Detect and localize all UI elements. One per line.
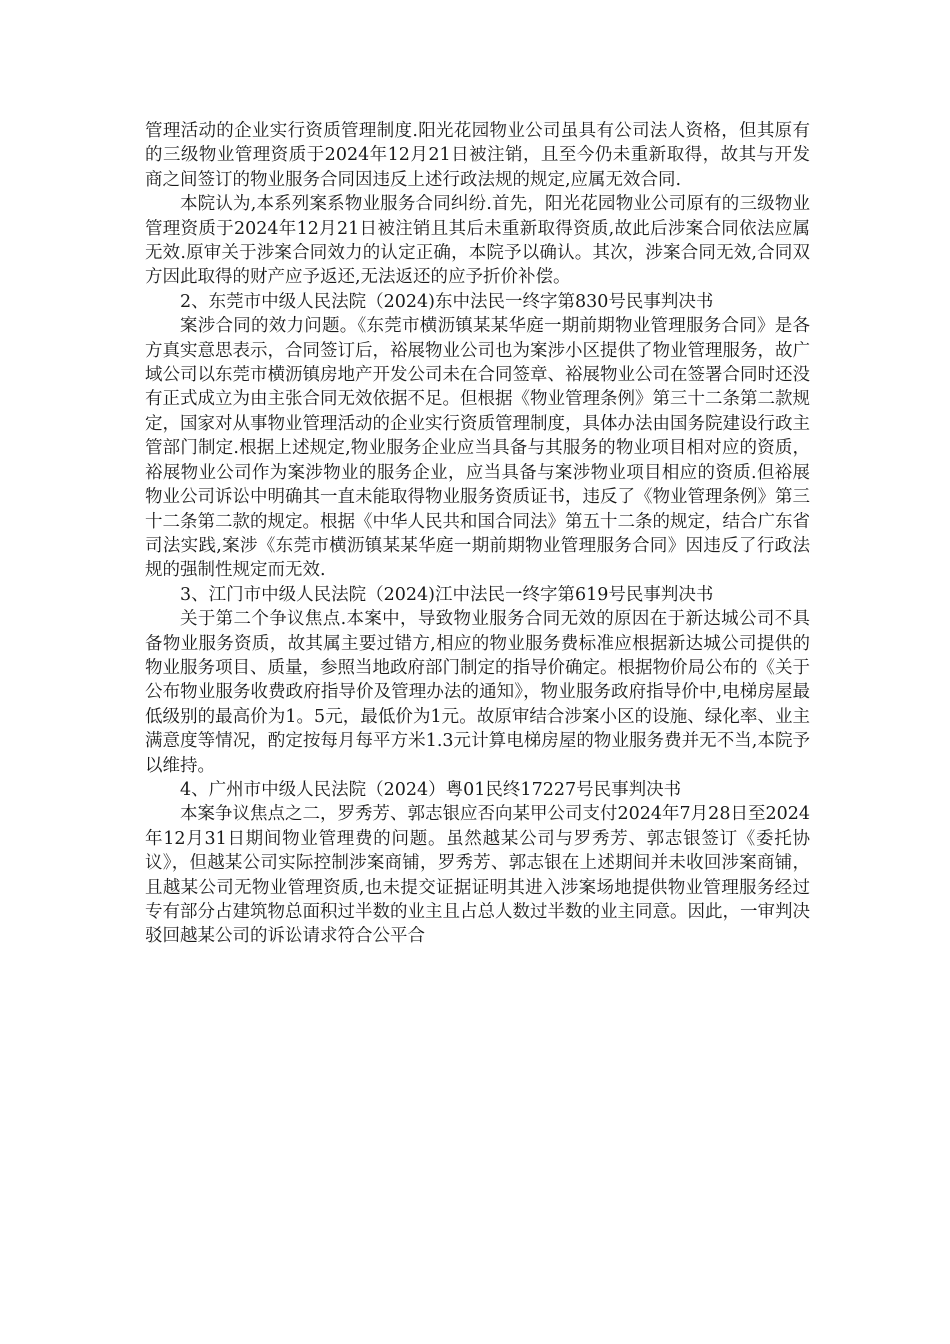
paragraph-guangzhou: 本案争议焦点之二，罗秀芳、郭志银应否向某甲公司支付2024年7月28日至2024年12月31日期间物业管理费的问题。虽然越某公司与罗秀芳、郭志银签订《委托协议》，但越某公司实际控制涉案商铺，罗秀芳、郭志银在上述期间并未收回涉案商铺，且越某公司无物业管理资质,也未提交证据证明其进入涉案场地提供物业管理服务经过专有部分占建筑物总面积过半数的业主且占总人数过半数的业主同意。因此，一审判决驳回越某公司的诉讼请求符合公平合 xyxy=(145,804,810,947)
paragraph-continuation: 管理活动的企业实行资质管理制度.阳光花园物业公司虽具有公司法人资格，但其原有的三级物业管理资质于2024年12月21日被注销，且至今仍未重新取得，故其与开发商之间签订的物业服务合同因违反上述行政法规的规定,应属无效合同. xyxy=(145,121,810,190)
case-heading-jiangmen: 3、江门市中级人民法院（2024)江中法民一终字第619号民事判决书 xyxy=(180,584,714,605)
case-heading-dongguan: 2、东莞市中级人民法院（2024)东中法民一终字第830号民事判决书 xyxy=(180,291,714,312)
case-heading-guangzhou: 4、广州市中级人民法院（2024）粤01民终17227号民事判决书 xyxy=(180,779,682,800)
paragraph-dongguan: 案涉合同的效力问题。《东莞市横沥镇某某华庭一期前期物业管理服务合同》是各方真实意思表示，合同签订后，裕展物业公司也为案涉小区提供了物业管理服务，故广域公司以东莞市横沥镇房地产开发公司未在合同签章、裕展物业公司在签署合同时还没有正式成立为由主张合同无效依据不足。但根据《物业管理条例》第三十二条第二款规定，国家对从事物业管理活动的企业实行资质管理制度，具体办法由国务院建设行政主管部门制定.根据上述规定,物业服务企业应当具备与其服务的物业项目相对应的资质，裕展物业公司作为案涉物业的服务企业，应当具备与案涉物业项目相应的资质.但裕展物业公司诉讼中明确其一直未能取得物业服务资质证书，违反了《物业管理条例》第三十二条第二款的规定。根据《中华人民共和国合同法》第五十二条的规定，结合广东省司法实践,案涉《东莞市横沥镇某某华庭一期前期物业管理服务合同》因违反了行政法规的强制性规定而无效. xyxy=(145,316,810,581)
document-body xyxy=(145,119,810,949)
paragraph-jiangmen: 关于第二个争议焦点.本案中，导致物业服务合同无效的原因在于新达城公司不具备物业服务资质，故其属主要过错方,相应的物业服务费标准应根据新达城公司提供的物业服务项目、质量，参照当地政府部门制定的指导价确定。根据物价局公布的《关于公布物业服务收费政府指导价及管理办法的通知》，物业服务政府指导价中,电梯房屋最低级别的最高价为1。5元，最低价为1元。故原审结合涉案小区的设施、绿化率、业主满意度等情况，酌定按每月每平方米1.3元计算电梯房屋的物业服务费并无不当,本院予以维持。 xyxy=(145,609,810,776)
paragraph-court-opinion: 本院认为,本系列案系物业服务合同纠纷.首先，阳光花园物业公司原有的三级物业管理资质于2024年12月21日被注销且其后未重新取得资质,故此后涉案合同依法应属无效.原审关于涉案合同效力的认定正确，本院予以确认。其次，涉案合同无效,合同双方因此取得的财产应予返还,无法返还的应予折价补偿。 xyxy=(145,194,810,288)
